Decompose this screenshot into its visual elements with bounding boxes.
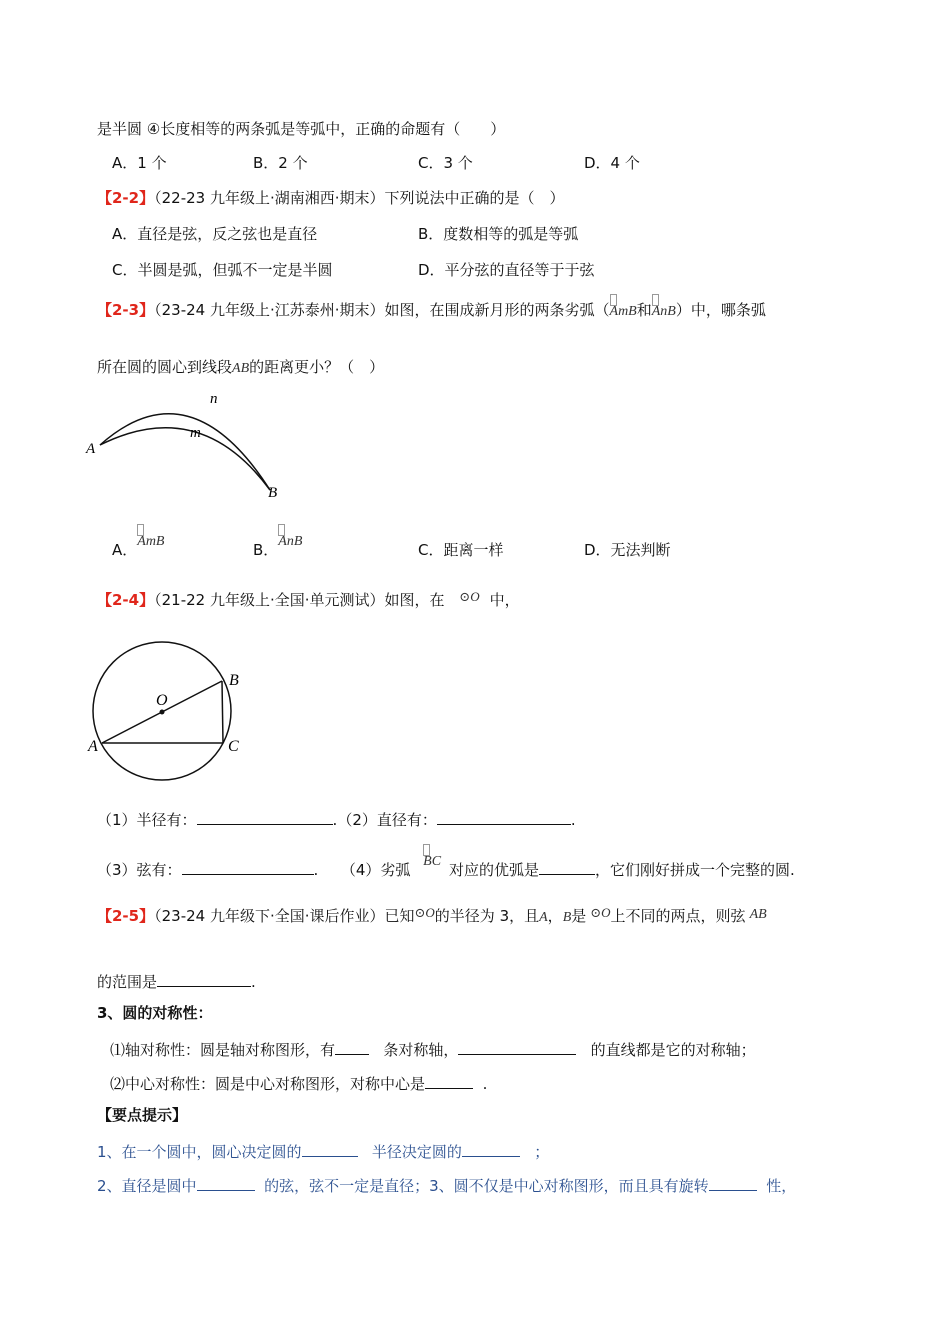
answer-blank[interactable]	[462, 1140, 520, 1157]
label-a: A	[88, 738, 98, 755]
question-tag: 【2-2】	[97, 189, 155, 207]
question-text: ，它们刚好拼成一个完整的圆.	[595, 861, 795, 879]
question-2-5-line2	[97, 970, 256, 992]
label-b: B	[268, 485, 278, 501]
question-text: .	[570, 811, 576, 829]
label-o: O	[156, 692, 168, 709]
segment-ab: AB	[749, 907, 767, 922]
answer-blank[interactable]	[425, 1072, 473, 1089]
answer-blank[interactable]	[157, 970, 251, 987]
answer-blank[interactable]	[539, 858, 595, 875]
chord-bc	[222, 681, 223, 743]
point-a: A	[539, 910, 548, 925]
question-text: 的半径为 3，且	[434, 907, 540, 925]
tip-text: 的弦，弦不一定是直径；3、圆不仅是中心对称图形，而且具有旋转	[264, 1177, 709, 1195]
question-stem-end: ）中，哪条弧	[675, 301, 766, 319]
answer-blank[interactable]	[458, 1038, 576, 1055]
question-stem: （22-23 九年级上·湖南湘西·期末）下列说法中正确的是（ ）	[154, 189, 565, 207]
question-stem: 是半圆 ④长度相等的两条弧是等弧中，正确的命题有（ ）	[97, 120, 506, 138]
arc-bc: BC	[423, 852, 441, 872]
tips-line-2	[97, 1174, 796, 1196]
arc-amb: AmB	[610, 302, 637, 322]
question-text: 的直线都是它的对称轴；	[590, 1041, 756, 1059]
question-tag: 【2-5】	[97, 907, 155, 925]
tip-text: 性，	[766, 1177, 797, 1195]
option-d: D．无法判断	[584, 541, 671, 559]
label-m: m	[190, 425, 201, 441]
circle-o: ⊙O	[590, 905, 611, 920]
label-b: B	[229, 672, 239, 689]
symmetry-axis-line	[110, 1038, 756, 1060]
answer-blank[interactable]	[182, 858, 314, 875]
option-b: B．度数相等的弧是等弧	[418, 225, 579, 243]
question-text: 上不同的两点，则弦	[610, 907, 746, 925]
option-d: D．平分弦的直径等于于弦	[418, 261, 595, 279]
question-text: 对应的优弧是	[449, 861, 540, 879]
question-text: ⑵中心对称性：圆是中心对称图形，对称中心是	[110, 1075, 426, 1093]
question-text: . （4）劣弧	[313, 861, 411, 879]
answer-blank[interactable]	[437, 808, 571, 825]
label-n: n	[210, 391, 218, 407]
tip-text: ；	[534, 1143, 550, 1161]
option-a	[112, 534, 165, 562]
question-stem-end: 中，	[489, 591, 520, 609]
option-a: A．直径是弦，反之弦也是直径	[112, 225, 318, 243]
option-prefix: B．	[253, 541, 279, 559]
tip-text: 1、在一个圆中，圆心决定圆的	[97, 1143, 302, 1161]
question-tag: 【2-3】	[97, 301, 155, 319]
question-stem: （23-24 九年级上·江苏泰州·期末）如图，在围成新月形的两条劣弧（	[154, 301, 610, 319]
label-a: A	[86, 441, 96, 457]
question-2-3	[97, 300, 766, 322]
tips-title: 【要点提示】	[97, 1106, 188, 1124]
option-c: C．3 个	[418, 154, 473, 172]
question-2-4-part2	[97, 854, 795, 882]
segment-ab: AB	[232, 361, 250, 376]
question-text: 是	[571, 907, 587, 925]
center-point	[160, 710, 165, 715]
symmetry-center-line	[110, 1072, 487, 1094]
question-2-5	[97, 906, 767, 928]
question-2-3-line2	[97, 357, 384, 379]
section-title: 3、圆的对称性：	[97, 1004, 213, 1022]
question-text: 所在圆的圆心到线段	[97, 358, 233, 376]
question-text: .	[251, 973, 256, 991]
option-b: B．2 个	[253, 154, 308, 172]
answer-blank[interactable]	[302, 1140, 358, 1157]
question-text: （3）弦有：	[97, 861, 182, 879]
question-text: .	[482, 1075, 488, 1093]
option-b	[253, 534, 303, 562]
option-prefix: A．	[112, 541, 138, 559]
option-c: C．距离一样	[418, 541, 504, 559]
question-text: 条对称轴，	[383, 1041, 459, 1059]
question-text: 的范围是	[97, 973, 158, 991]
question-text: （1）半径有：	[97, 811, 197, 829]
answer-blank[interactable]	[709, 1174, 757, 1191]
arc-anb: AnB	[652, 302, 676, 322]
option-a: A．1 个	[112, 154, 167, 172]
circle-o: ⊙O	[459, 589, 480, 604]
answer-blank[interactable]	[197, 1174, 255, 1191]
question-2-4-part1	[97, 808, 576, 830]
tips-line-1	[97, 1140, 549, 1162]
question-text: ，	[547, 907, 563, 925]
label-c: C	[228, 738, 239, 755]
answer-blank[interactable]	[335, 1038, 369, 1055]
circle-o: ⊙O	[414, 905, 435, 920]
point-b: B	[562, 910, 572, 925]
question-text: ⑴轴对称性：圆是轴对称图形，有	[110, 1041, 336, 1059]
arc-anb: AnB	[278, 532, 302, 552]
arc-m	[100, 428, 270, 490]
circle-figure	[80, 635, 260, 785]
question-2-4	[97, 590, 520, 611]
conjunction: 和	[636, 301, 652, 319]
question-text: .（2）直径有：	[332, 811, 437, 829]
question-2-2	[97, 188, 565, 208]
option-d: D．4 个	[584, 154, 640, 172]
question-stem: （23-24 九年级下·全国·课后作业）已知	[154, 907, 415, 925]
tip-text: 2、直径是圆中	[97, 1177, 197, 1195]
arc-amb: AmB	[137, 532, 164, 552]
question-tag: 【2-4】	[97, 591, 155, 609]
crescent-figure	[80, 385, 290, 505]
question-text: 的距离更小？（ ）	[249, 358, 385, 376]
question-stem: （21-22 九年级上·全国·单元测试）如图，在	[154, 591, 445, 609]
arc-n	[100, 414, 270, 490]
option-c: C．半圆是弧，但弧不一定是半圆	[112, 261, 333, 279]
tip-text: 半径决定圆的	[371, 1143, 462, 1161]
answer-blank[interactable]	[197, 808, 333, 825]
